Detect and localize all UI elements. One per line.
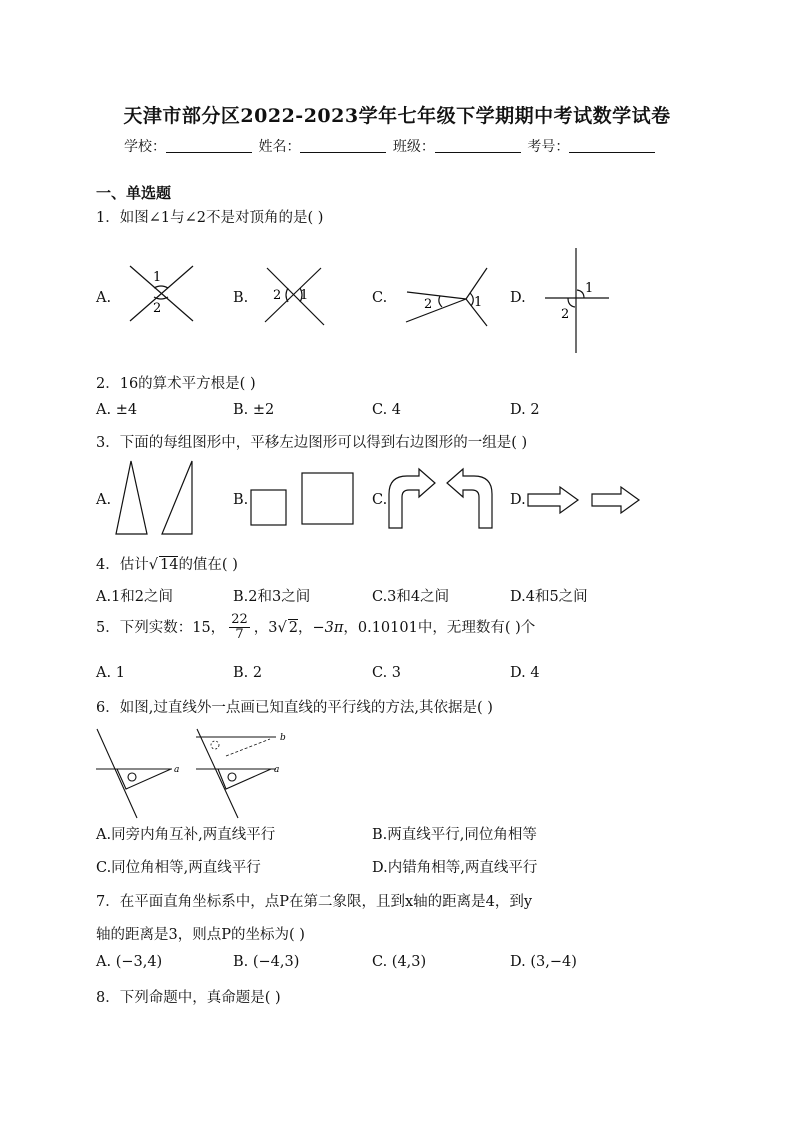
q6-figure-right <box>196 729 276 818</box>
q6-label-b: b <box>280 733 286 743</box>
q5-stem: 5．下列实数：15， $\frac{22}{7}$ ，3√ 2，−3π，0.10101中，无理数有( )个 <box>96 612 536 643</box>
q3-option-d: D. <box>510 492 526 508</box>
q6-label-a-right: a <box>274 765 280 775</box>
q3-figure-a <box>116 461 192 534</box>
q1b-label-1: 1 <box>300 288 309 303</box>
q1b-label-2: 2 <box>273 288 282 303</box>
q1-option-b: B. <box>233 290 249 306</box>
q1a-label-2: 2 <box>153 301 162 316</box>
q1-figure-a <box>130 266 193 321</box>
school-label: 学校： <box>124 139 166 155</box>
q2-stem: 2．16的算术平方根是( ) <box>96 376 256 392</box>
q2-option-a: A. ±4 <box>96 402 138 418</box>
section-heading: 一、单选题 <box>96 184 172 202</box>
q3-stem: 3．下面的每组图形中，平移左边图形可以得到右边图形的一组是( ) <box>96 435 528 451</box>
q3-figure-d <box>528 487 639 513</box>
q5-sep-2: ， <box>297 619 313 636</box>
q3-option-a: A. <box>96 492 112 508</box>
q3-option-c: C. <box>372 492 388 508</box>
q7-stem-line1: 7．在平面直角坐标系中，点P在第二象限，且到x轴的距离是4，到y <box>96 894 533 910</box>
q1d-label-1: 1 <box>585 281 594 296</box>
q4-option-a: A.1和2之间 <box>96 589 174 605</box>
q3-option-b: B. <box>233 492 249 508</box>
page-title: 天津市部分区2022-2023学年七年级下学期期中考试数学试卷 <box>123 105 671 127</box>
q2-option-d: D. 2 <box>510 402 540 418</box>
q5-option-a: A. 1 <box>96 665 125 681</box>
q5-option-d: D. 4 <box>510 665 540 681</box>
q5-sep-1: ， <box>253 619 269 636</box>
name-label: 姓名： <box>258 139 301 155</box>
q6-option-a: A.同旁内角互补,两直线平行 <box>96 827 276 843</box>
q7-option-b: B. (−4,3) <box>233 954 300 970</box>
q6-option-b: B.两直线平行,同位角相等 <box>372 827 537 843</box>
q6-option-d: D.内错角相等,两直线平行 <box>372 860 538 876</box>
class-label: 班级： <box>392 139 435 155</box>
q5-fraction <box>229 613 250 643</box>
q4-option-d: D.4和5之间 <box>510 589 588 605</box>
q4-stem: 4．估计√ 14的值在( ) <box>96 557 238 573</box>
q6-option-c: C.同位角相等,两直线平行 <box>96 860 261 876</box>
q1d-label-2: 2 <box>561 307 570 322</box>
q6-label-a-left: a <box>174 765 180 775</box>
q6-figure-left <box>96 729 172 818</box>
q1-option-c: C. <box>372 290 388 306</box>
q2-option-b: B. ±2 <box>233 402 275 418</box>
q4-radicand: 14 <box>159 557 179 573</box>
q5-neg-pi: −3π <box>312 619 344 636</box>
q4-stem-post: 的值在( ) <box>178 557 238 573</box>
q1-option-d: D. <box>510 290 526 306</box>
q8-stem: 8．下列命题中，真命题是( ) <box>96 990 281 1006</box>
q5-radicand: 2 <box>288 619 298 636</box>
q5-option-c: C. 3 <box>372 665 402 681</box>
q1-figure-d <box>545 248 609 353</box>
q5-stem-pre: 5．下列实数：15， <box>96 619 226 636</box>
q5-coef: 3 <box>268 619 278 636</box>
q1-stem: 1．如图∠1与∠2不是对顶角的是( ) <box>96 210 324 226</box>
exam-no-label: 考号： <box>527 139 570 155</box>
q1a-label-1: 1 <box>153 270 162 285</box>
q7-option-a: A. (−3,4) <box>96 954 163 970</box>
q5-stem-post: ，0.10101中，无理数有( )个 <box>343 619 536 636</box>
q1c-label-1: 1 <box>474 295 483 310</box>
q4-option-c: C.3和4之间 <box>372 589 450 605</box>
q4-stem-pre: 4．估计 <box>96 557 149 573</box>
q5-frac-num: 22 <box>231 612 248 627</box>
q3-figure-b <box>251 473 353 525</box>
q6-stem: 6．如图,过直线外一点画已知直线的平行线的方法,其依据是( ) <box>96 700 493 716</box>
q2-option-c: C. 4 <box>372 402 402 418</box>
q7-stem-line2: 轴的距离是3，则点P的坐标为( ) <box>96 927 305 943</box>
q3-figure-c <box>389 469 492 528</box>
q5-frac-den: 7 <box>235 627 244 643</box>
q1-option-a: A. <box>96 290 112 306</box>
q4-option-b: B.2和3之间 <box>233 589 311 605</box>
q5-option-b: B. 2 <box>233 665 263 681</box>
q7-option-d: D. (3,−4) <box>510 954 577 970</box>
q7-option-c: C. (4,3) <box>372 954 427 970</box>
q1c-label-2: 2 <box>424 297 433 312</box>
